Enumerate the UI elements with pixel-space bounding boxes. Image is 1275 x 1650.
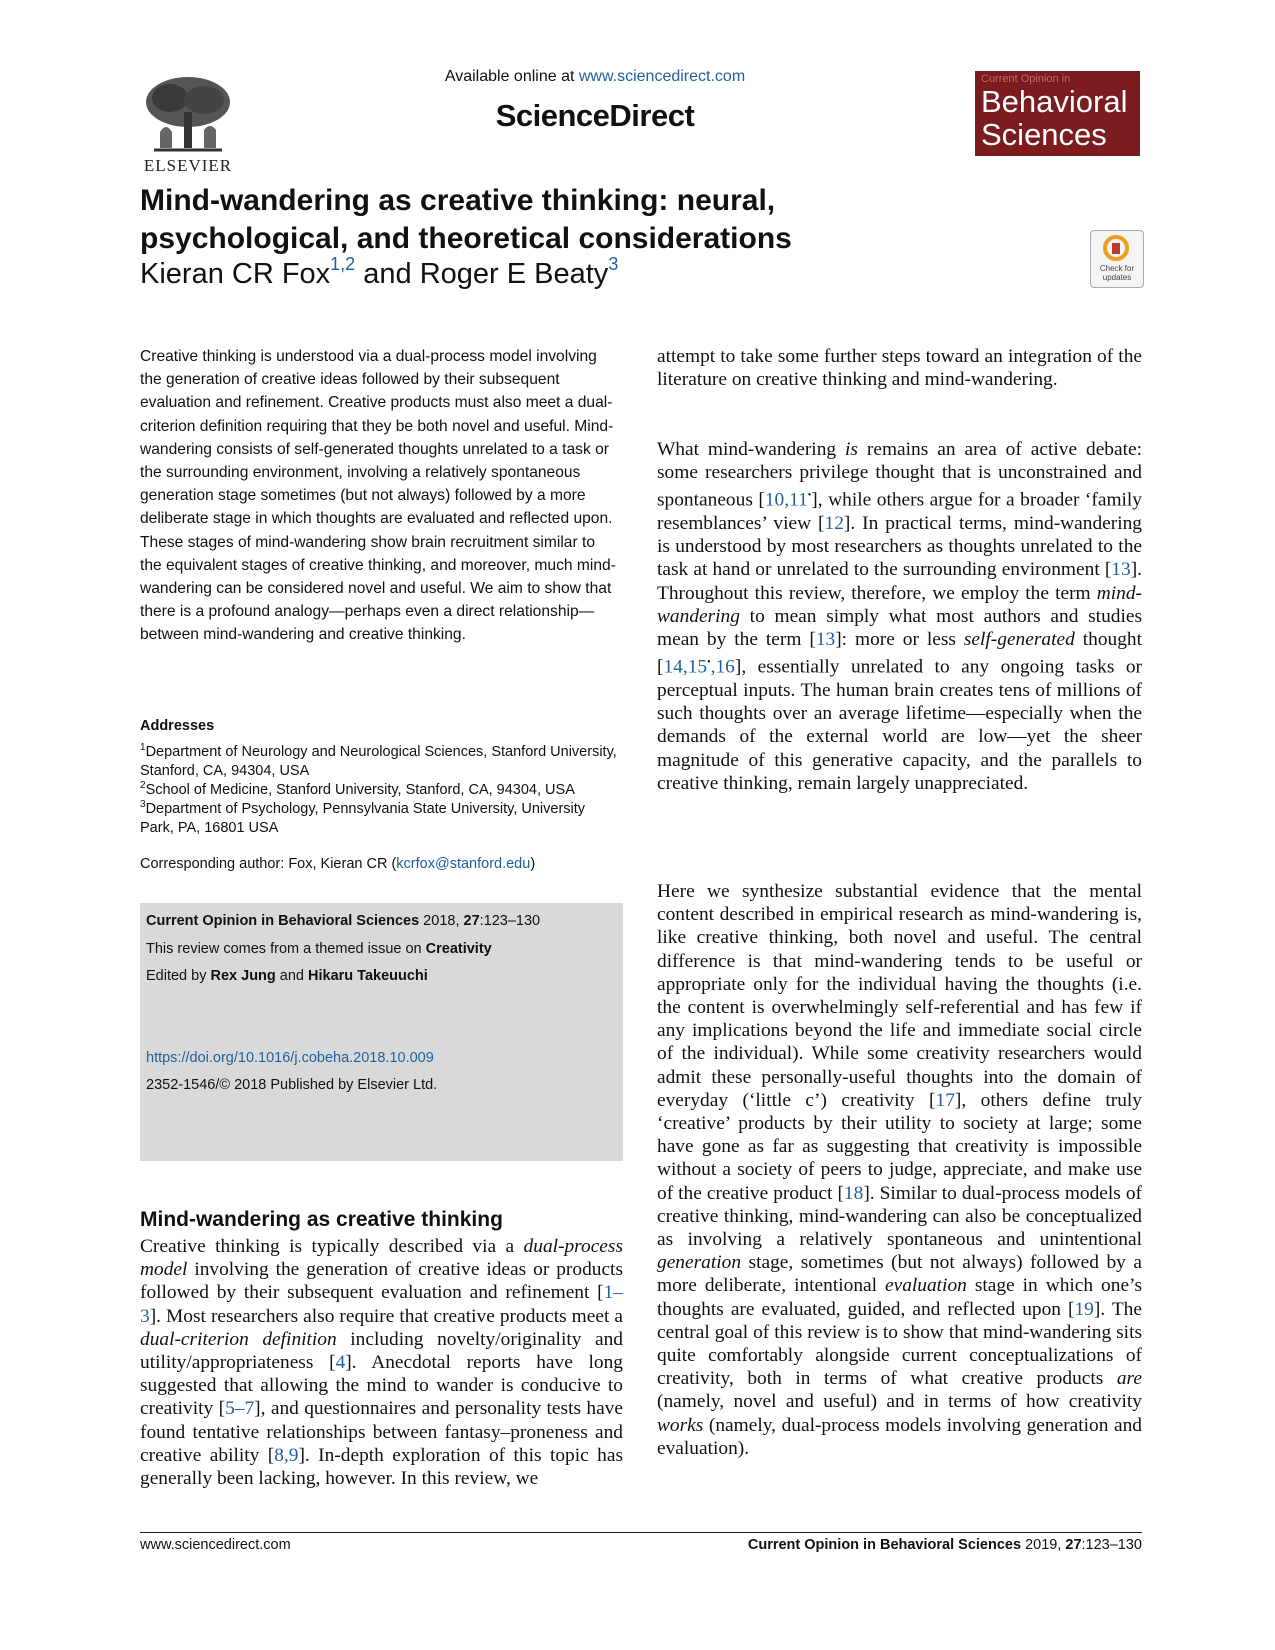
emphasis: dual-process model: [140, 1236, 623, 1281]
info-year: 2018,: [419, 913, 464, 929]
text: ]. Throughout this review, therefore, we employ the term: [657, 559, 1142, 604]
address-2-number: 2: [140, 780, 146, 791]
emphasis: works: [657, 1414, 704, 1436]
author-2: Roger E Beaty: [419, 258, 609, 290]
reference-link[interactable]: 1–3: [140, 1282, 623, 1327]
check-for-updates-badge[interactable]: [1090, 230, 1144, 288]
corresponding-suffix: ): [530, 856, 536, 872]
right-paragraph-3: [657, 880, 1142, 1460]
emphasis: evaluation: [884, 1275, 967, 1297]
text: Creative thinking is typically described via a: [140, 1236, 524, 1257]
abstract: Creative thinking is understood via a dual-process model involving the generation of creative ideas followed by their subsequent evaluation and refinement. Creative products must also meet a dual-criterion definition requiring that they be both novel and useful. Mind-wandering consists of self-generated thoughts unrelated to a task or the surrounding environment, involving a relatively spontaneous generation stage sometimes (but not always) followed by a more deliberate stage in which thoughts are evaluated and reflected upon. These stages of mind-wandering show brain recruitment similar to the equivalent stages of creative thinking, and moreover, much mind-wandering can be considered novel and useful. We aim to show that there is a profound analogy—perhaps even a direct relationship—between mind-wandering and creative thinking.: [140, 348, 616, 644]
footer-rule: [140, 1532, 1142, 1533]
text: (namely, novel and useful) and in terms of how creativity: [657, 1391, 1142, 1413]
sciencedirect-link[interactable]: www.sciencedirect.com: [578, 68, 746, 85]
citation-line: [146, 913, 540, 929]
corresponding-email-link[interactable]: kcrfox@stanford.edu: [396, 856, 531, 872]
text: ], essentially unrelated to any ongoing tasks or perceptual inputs. The human brain creates tens of millions of such thoughts over an average lifetime—especially when the demands of the external world are low—yet the sheer magnitude of this generative capacity, and the parallels to creative thinking, remain largely unappreciated.: [657, 656, 1142, 794]
journal-name-line2: Sciences: [981, 117, 1107, 152]
author-1-affiliations[interactable]: 1,2: [330, 254, 356, 274]
footer-citation: [748, 1537, 1142, 1553]
text: ], others define truly ‘creative’ products by their utility to society at large; some have gone as far as suggesting that creativity is impossible without a society of peers to judge, appreciate, and make use of the creative product [: [657, 1089, 1142, 1204]
address-1: [140, 738, 620, 781]
theme-prefix: This review comes from a themed issue on: [146, 941, 426, 957]
reference-link[interactable]: 14,15: [663, 656, 708, 678]
reference-link[interactable]: ,16: [710, 656, 735, 678]
text: ]. In practical terms, mind-wandering is understood by most researchers as thoughts unrelated to the task at hand or unrelated to the surrounding environment [: [657, 513, 1142, 581]
reference-link[interactable]: 13: [1111, 559, 1131, 581]
edited-prefix: Edited by: [146, 968, 211, 984]
info-journal: Current Opinion in Behavioral Sciences: [146, 913, 420, 929]
left-body-paragraph: [140, 1235, 623, 1490]
text: Here we synthesize substantial evidence that the mental content described in empirical research as mind-wandering is, like creative thinking, both novel and useful. The central difference is that mind-wandering tends to be useful or appropriate only for the individual having the thoughts (i.e. the content is overwhelmingly self-referential and has few if any implications beyond the life and immediate social circle of the individual). While some creativity researchers would admit these personally-useful thoughts into the domain of everyday (‘little c’) creativity [: [657, 881, 1142, 1111]
emphasis: generation: [657, 1252, 742, 1274]
address-3-text: Department of Psychology, Pennsylvania State University, University Park, PA, 16801 USA: [140, 800, 586, 836]
editor-1: Rex Jung: [210, 968, 276, 984]
info-pages: :123–130: [479, 913, 541, 929]
journal-cover-box: [975, 71, 1140, 156]
available-prefix: Available online at: [444, 68, 579, 85]
editors-line: [146, 968, 428, 984]
text: ]. The central goal of this review is to show that mind-wandering sits quite comfortably alongside current conceptualizations of creativity, both in terms of what creative products: [657, 1298, 1142, 1390]
emphasis: mind-wandering: [657, 582, 1142, 627]
sciencedirect-wordmark: ScienceDirect: [495, 98, 695, 133]
text: ]. Similar to dual-process models of creative thinking, mind-wandering can also be conceptualized as involving a relatively spontaneous and unintentional: [657, 1182, 1142, 1251]
info-volume: 27: [463, 913, 480, 929]
article-info-box: [140, 903, 623, 1161]
corresponding-prefix: Corresponding author: Fox, Kieran CR (: [140, 856, 397, 872]
bookmark-icon: [1103, 235, 1129, 261]
text: What mind-wandering: [657, 439, 846, 460]
check-updates-label: Check for updates: [1099, 264, 1135, 282]
emphasis: is: [845, 439, 858, 460]
footer-journal: Current Opinion in Behavioral Sciences: [747, 1537, 1022, 1553]
editor-2: Hikaru Takeuuchi: [308, 968, 428, 984]
text: including novelty/originality and utility/appropriateness [: [140, 1328, 623, 1374]
text: stage, sometimes (but not always) followed by a more deliberate, intentional: [657, 1252, 1142, 1297]
addresses-heading: Addresses: [140, 718, 215, 734]
reference-link[interactable]: 4: [335, 1352, 346, 1374]
address-3: [140, 795, 620, 838]
address-2-text: School of Medicine, Stanford University, Stanford, CA, 94304, USA: [145, 781, 575, 798]
text: involving the generation of creative ideas or products followed by their subsequent evaluation and refinement [: [140, 1259, 623, 1304]
address-3-number: 3: [140, 799, 146, 810]
section-heading: Mind-wandering as creative thinking: [140, 1208, 503, 1231]
emphasis: are: [1116, 1368, 1142, 1390]
footer-volume: 27: [1065, 1537, 1082, 1553]
publisher-name: ELSEVIER: [143, 156, 233, 175]
author-1: Kieran CR Fox: [140, 258, 331, 290]
issn-line: 2352-1546/© 2018 Published by Elsevier Ltd.: [146, 1077, 438, 1093]
author-conjunction: and: [355, 258, 420, 290]
footer-year: 2019,: [1021, 1537, 1066, 1553]
journal-name-line1: Behavioral: [981, 84, 1128, 119]
text: thought [: [657, 629, 1142, 678]
reference-link[interactable]: 17: [935, 1089, 955, 1111]
reference-link[interactable]: 12: [824, 513, 844, 535]
journal-prefix: Current Opinion in: [981, 73, 1071, 85]
text: ], while others argue for a broader ‘family resemblances’ view [: [657, 489, 1143, 535]
reference-link[interactable]: 10,11: [764, 489, 808, 511]
editor-and: and: [275, 968, 309, 984]
article-title: Mind-wandering as creative thinking: neural, psychological, and theoretical considerations: [140, 184, 792, 255]
corresponding-author: [140, 856, 535, 872]
reference-link[interactable]: 13: [815, 629, 836, 651]
author-line: [140, 254, 970, 291]
recommended-bullet: •: [807, 490, 812, 502]
reference-link[interactable]: 19: [1074, 1298, 1094, 1320]
footer-website: www.sciencedirect.com: [140, 1537, 291, 1553]
text: to mean simply what most authors and studies mean by the term [: [657, 605, 1142, 651]
reference-link[interactable]: 8,9: [274, 1444, 299, 1466]
author-2-affiliations[interactable]: 3: [608, 254, 619, 274]
theme-line: [146, 941, 492, 957]
address-1-text: Department of Neurology and Neurological Sciences, Stanford University, Stanford, CA, 94304, USA: [140, 743, 617, 779]
text: ]. Anecdotal reports have long suggested that allowing the mind to wander is conducive to creativity [: [140, 1352, 623, 1420]
recommended-bullet: •: [707, 657, 711, 669]
theme-name: Creativity: [425, 941, 492, 957]
footer-pages: :123–130: [1081, 1537, 1142, 1553]
available-online: [380, 68, 810, 86]
text: stage in which one’s thoughts are evaluated, guided, and reflected upon [: [657, 1275, 1142, 1320]
text: ]. In-depth exploration of this topic has generally been lacking, however. In this review, we: [140, 1444, 623, 1490]
reference-link[interactable]: 18: [843, 1182, 864, 1204]
emphasis: dual-criterion definition: [140, 1328, 337, 1350]
text: ], and questionnaires and personality tests have found tentative relationships between fantasy–proneness and creative ability [: [140, 1398, 623, 1466]
text: remains an area of active debate: some researchers privilege thought that is unconstrained and spontaneous [: [657, 439, 1142, 511]
reference-link[interactable]: 5–7: [225, 1398, 255, 1420]
right-paragraph-2: [657, 438, 1142, 795]
text: ]. Most researchers also require that creative products meet a: [149, 1305, 623, 1327]
emphasis: self-generated: [963, 629, 1075, 651]
address-1-number: 1: [140, 742, 146, 753]
text: (namely, dual-process models involving generation and evaluation).: [657, 1414, 1142, 1459]
doi-link[interactable]: https://doi.org/10.1016/j.cobeha.2018.10.009: [146, 1050, 434, 1066]
doi-line: [146, 1050, 434, 1066]
text: ]: more or less: [835, 629, 964, 651]
right-paragraph-1: attempt to take some further steps toward an integration of the literature on creative thinking and mind-wandering.: [657, 346, 1142, 391]
